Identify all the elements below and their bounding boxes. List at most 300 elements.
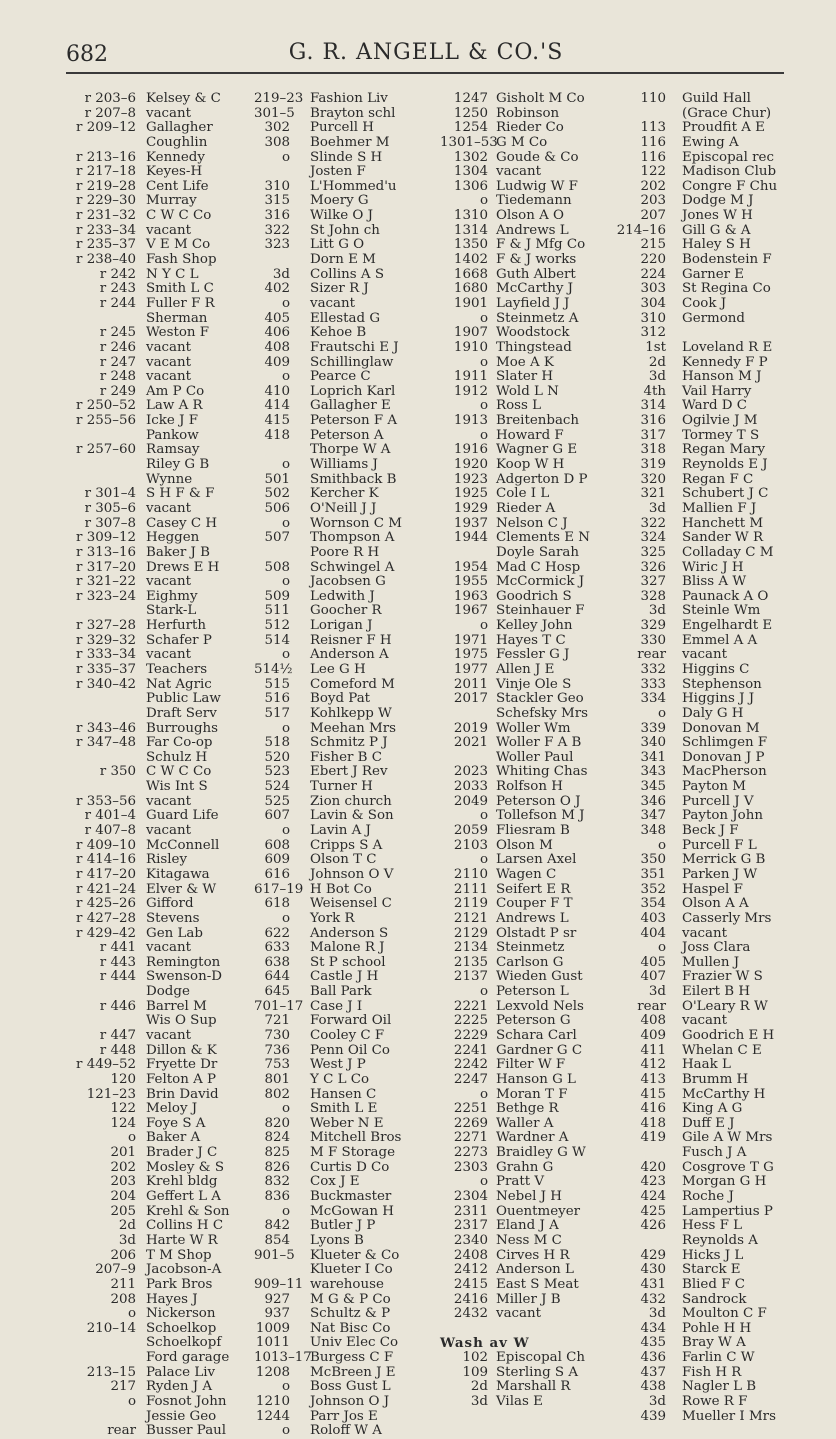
house-number: 322	[640, 515, 666, 531]
occupant-name: Anderson S	[310, 925, 389, 941]
directory-entry	[254, 429, 440, 444]
occupant-name: Emmel A A	[682, 632, 758, 648]
occupant-name: Fuller F R	[146, 295, 215, 311]
occupant-name: Steinmetz	[496, 940, 565, 956]
house-number: r 443	[99, 954, 136, 970]
occupant-name: Cole I L	[496, 486, 550, 502]
directory-entry	[612, 297, 792, 312]
directory-entry	[440, 970, 630, 985]
house-number: r 321–22	[76, 574, 136, 590]
house-number: 432	[640, 1291, 666, 1307]
occupant-name: vacant	[146, 1028, 192, 1043]
directory-entry	[612, 399, 792, 414]
house-number: 322	[264, 222, 290, 238]
house-number: 507	[264, 530, 290, 546]
directory-entry	[612, 429, 792, 444]
occupant-name: Bliss A W	[682, 574, 747, 590]
directory-entry	[254, 151, 440, 166]
house-number: 2d	[470, 1379, 488, 1395]
occupant-name: Gen Lab	[146, 925, 203, 941]
house-number: 310	[640, 310, 666, 326]
directory-entry	[66, 107, 256, 122]
occupant-name: Park Bros	[146, 1276, 213, 1292]
directory-entry	[66, 282, 256, 297]
directory-entry	[254, 1410, 440, 1425]
directory-entry	[440, 1293, 630, 1308]
house-number: 325	[640, 544, 666, 560]
directory-entry	[66, 356, 256, 371]
directory-entry	[66, 253, 256, 268]
house-number: 520	[264, 749, 290, 765]
occupant-name: Parr Jos E	[310, 1408, 378, 1424]
directory-entry	[612, 356, 792, 371]
occupant-name: Gallagher	[146, 120, 213, 136]
house-number: 2221	[453, 998, 488, 1014]
occupant-name: Woller F A B	[496, 735, 582, 751]
house-number: 116	[640, 134, 666, 150]
directory-entry	[612, 487, 792, 502]
occupant-name: vacant	[146, 105, 192, 121]
occupant-name: vacant	[146, 354, 192, 370]
occupant-name: Kohlkepp W	[310, 705, 392, 721]
occupant-name: Smith L E	[310, 1101, 378, 1117]
directory-entry	[66, 487, 256, 502]
directory-entry	[612, 151, 792, 166]
directory-entry	[612, 194, 792, 209]
directory-entry	[612, 1366, 792, 1381]
directory-entry	[612, 1175, 792, 1190]
directory-entry	[440, 531, 630, 546]
directory-entry	[440, 473, 630, 488]
house-number: o	[281, 1203, 290, 1219]
directory-entry	[440, 1380, 630, 1395]
house-number: 2110	[453, 866, 488, 882]
occupant-name: Gifford	[146, 896, 194, 912]
directory-entry	[66, 1058, 256, 1073]
directory-entry	[612, 648, 792, 663]
occupant-name: Loveland R E	[682, 339, 773, 355]
house-number: 854	[264, 1232, 290, 1248]
directory-entry	[612, 312, 792, 327]
directory-column-2	[254, 92, 440, 1439]
directory-entry	[66, 883, 256, 898]
directory-entry	[612, 707, 792, 722]
directory-entry	[66, 809, 256, 824]
directory-entry	[612, 927, 792, 942]
occupant-name: vacant	[310, 295, 356, 311]
house-number: 1907	[453, 325, 488, 341]
directory-entry	[440, 253, 630, 268]
directory-entry	[612, 238, 792, 253]
directory-entry	[254, 165, 440, 180]
house-number: 204	[110, 1189, 136, 1205]
house-number: r 313–16	[76, 544, 136, 560]
house-number: 1963	[453, 588, 488, 604]
house-number: 411	[640, 1042, 666, 1058]
house-number: 4th	[643, 383, 666, 399]
directory-entry	[440, 1190, 630, 1205]
house-number: r 248	[99, 369, 136, 385]
house-number: 1975	[453, 647, 488, 663]
house-number: 617–19	[254, 881, 304, 897]
directory-entry	[440, 487, 630, 502]
house-number: 1013–17	[254, 1350, 312, 1366]
house-number: 1967	[453, 603, 488, 619]
occupant-name: Anderson L	[496, 1262, 574, 1278]
occupant-name: Draft Serv	[146, 705, 217, 721]
house-number: 339	[640, 720, 666, 736]
occupant-name: Reisner F H	[310, 632, 392, 648]
directory-entry	[66, 707, 256, 722]
house-number: o	[281, 369, 290, 385]
directory-entry	[440, 1117, 630, 1132]
occupant-name: Schmitz P J	[310, 735, 388, 751]
house-number: 302	[264, 120, 290, 136]
occupant-name: Schafer P	[146, 632, 212, 648]
directory-entry	[440, 575, 630, 590]
house-number: r 255–56	[76, 413, 136, 429]
house-number: 215	[640, 237, 666, 253]
house-number: 224	[640, 266, 666, 282]
occupant-name: vacant	[146, 647, 192, 663]
occupant-name: McConnell	[146, 837, 220, 853]
directory-entry	[612, 1131, 792, 1146]
house-number: r 245	[99, 325, 136, 341]
directory-entry	[440, 517, 630, 532]
directory-entry	[66, 399, 256, 414]
occupant-name: Fish H R	[682, 1364, 742, 1380]
directory-entry	[440, 1029, 630, 1044]
directory-entry	[254, 912, 440, 927]
occupant-name: Wis O Sup	[146, 1013, 217, 1029]
house-number: r 323–24	[76, 588, 136, 604]
house-number: 408	[640, 1013, 666, 1029]
directory-entry	[66, 648, 256, 663]
directory-entry	[612, 209, 792, 224]
occupant-name: Reynolds E J	[682, 457, 768, 473]
directory-entry	[440, 1278, 630, 1293]
house-number: 406	[264, 325, 290, 341]
directory-entry	[612, 839, 792, 854]
occupant-name: (Grace Chur)	[682, 105, 772, 121]
occupant-name: Ward D C	[682, 398, 748, 414]
occupant-name: Baker A	[146, 1130, 201, 1146]
occupant-name: Penn Oil Co	[310, 1042, 390, 1058]
occupant-name: Hanson G L	[496, 1071, 576, 1087]
house-number: 201	[110, 1145, 136, 1161]
occupant-name: Loprich Karl	[310, 383, 396, 399]
house-number: 836	[264, 1189, 290, 1205]
occupant-name: Eland J A	[496, 1218, 559, 1234]
occupant-name: Slater H	[496, 369, 554, 385]
house-number: o	[281, 823, 290, 839]
house-number: r 305–6	[84, 500, 136, 516]
occupant-name: Casey C H	[146, 515, 218, 531]
occupant-name: Schwingel A	[310, 559, 395, 575]
house-number: 3d	[648, 369, 666, 385]
house-number: 318	[640, 442, 666, 458]
directory-entry	[254, 985, 440, 1000]
occupant-name: Woller Paul	[496, 749, 574, 765]
occupant-name: Peterson G	[496, 1013, 571, 1029]
occupant-name: Weisensel C	[310, 896, 392, 912]
house-number: 909–11	[254, 1276, 304, 1292]
directory-entry	[254, 209, 440, 224]
occupant-name: Baker J B	[146, 544, 210, 560]
occupant-name: vacant	[682, 647, 728, 663]
occupant-name: Herfurth	[146, 618, 206, 634]
directory-entry	[66, 795, 256, 810]
occupant-name: Kennedy	[146, 149, 205, 165]
occupant-name: Boehmer M	[310, 134, 390, 150]
occupant-name: Purcell J V	[682, 793, 754, 809]
occupant-name: Boyd Pat	[310, 691, 371, 707]
occupant-name: Hanchett M	[682, 515, 764, 531]
house-number: 1913	[453, 413, 488, 429]
occupant-name: Williams J	[310, 457, 378, 473]
house-number: 937	[264, 1306, 290, 1322]
directory-entry	[612, 1395, 792, 1410]
house-number: r 219–28	[76, 178, 136, 194]
directory-entry	[440, 180, 630, 195]
directory-entry	[66, 136, 256, 151]
directory-entry	[440, 619, 630, 634]
house-number: r 231–32	[76, 208, 136, 224]
directory-entry	[254, 1029, 440, 1044]
directory-entry	[440, 1205, 630, 1220]
occupant-name: Miller J B	[496, 1291, 561, 1307]
occupant-name: Allen J E	[496, 661, 555, 677]
directory-entry	[66, 1380, 256, 1395]
house-number: 2017	[453, 691, 488, 707]
house-number: r 329–32	[76, 632, 136, 648]
directory-entry	[254, 1380, 440, 1395]
occupant-name: Cripps S A	[310, 837, 383, 853]
occupant-name: Fliesram B	[496, 823, 570, 839]
directory-entry	[66, 604, 256, 619]
directory-column-1	[66, 92, 256, 1439]
directory-entry	[254, 1395, 440, 1410]
occupant-name: vacant	[146, 339, 192, 355]
occupant-name: Kennedy F P	[682, 354, 768, 370]
directory-entry	[254, 970, 440, 985]
directory-entry	[612, 619, 792, 634]
directory-entry	[440, 941, 630, 956]
directory-entry	[254, 487, 440, 502]
occupant-name: vacant	[146, 574, 192, 590]
occupant-name: Tiedemann	[496, 193, 572, 209]
directory-entry	[254, 385, 440, 400]
directory-entry	[66, 853, 256, 868]
occupant-name: Dillon & K	[146, 1042, 217, 1058]
house-number: 304	[640, 295, 666, 311]
house-number: o	[281, 149, 290, 165]
directory-entry	[66, 326, 256, 341]
house-number: o	[127, 1394, 136, 1410]
directory-entry	[66, 561, 256, 576]
directory-entry	[440, 282, 630, 297]
house-number: o	[281, 720, 290, 736]
house-number: 350	[640, 852, 666, 868]
occupant-name: Ball Park	[310, 984, 372, 1000]
house-number: 418	[264, 427, 290, 443]
occupant-name: Larsen Axel	[496, 852, 577, 868]
house-number: 211	[110, 1276, 136, 1292]
house-number: 113	[640, 120, 666, 136]
occupant-name: Paunack A O	[682, 588, 769, 604]
directory-entry	[440, 824, 630, 839]
directory-entry	[254, 238, 440, 253]
house-number: 1st	[645, 339, 666, 355]
directory-entry	[612, 692, 792, 707]
directory-entry	[66, 1410, 256, 1425]
house-number: 207–9	[95, 1262, 136, 1278]
occupant-name: Fashion Liv	[310, 91, 388, 106]
directory-entry	[612, 282, 792, 297]
directory-entry	[254, 1278, 440, 1293]
occupant-name: Anderson A	[310, 647, 389, 663]
directory-entry	[612, 868, 792, 883]
directory-entry	[66, 1014, 256, 1029]
occupant-name: Kehoe B	[310, 325, 367, 341]
directory-entry	[254, 1249, 440, 1264]
occupant-name: St Regina Co	[682, 281, 771, 297]
directory-entry	[612, 985, 792, 1000]
occupant-name: Whiting Chas	[496, 764, 588, 780]
house-number: r 317–20	[76, 559, 136, 575]
directory-entry	[66, 912, 256, 927]
occupant-name: Law A R	[146, 398, 203, 414]
occupant-name: Public Law	[146, 691, 221, 707]
house-number: 2103	[453, 837, 488, 853]
directory-entry	[440, 326, 630, 341]
directory-entry	[66, 897, 256, 912]
directory-entry	[254, 136, 440, 151]
occupant-name: Stevens	[146, 910, 200, 926]
directory-entry	[254, 575, 440, 590]
directory-entry	[254, 751, 440, 766]
house-number: 207	[640, 208, 666, 224]
directory-entry	[254, 1161, 440, 1176]
occupant-name: Turner H	[310, 779, 373, 795]
house-number: r 335–37	[76, 661, 136, 677]
directory-entry	[254, 1014, 440, 1029]
directory-entry	[440, 1395, 630, 1410]
occupant-name: Rowe R F	[682, 1394, 748, 1410]
occupant-name: Fusch J A	[682, 1145, 747, 1161]
directory-entry	[440, 985, 630, 1000]
house-number: 438	[640, 1379, 666, 1395]
directory-entry	[612, 678, 792, 693]
directory-entry	[254, 1058, 440, 1073]
house-number: 3d	[648, 500, 666, 516]
house-number: rear	[637, 647, 666, 663]
directory-entry	[66, 1322, 256, 1337]
directory-entry	[254, 795, 440, 810]
house-number: 2021	[453, 735, 488, 751]
house-number: o	[281, 295, 290, 311]
directory-entry	[66, 941, 256, 956]
occupant-name: Mallien F J	[682, 500, 757, 516]
directory-entry	[254, 824, 440, 839]
occupant-name: Bethge R	[496, 1101, 559, 1117]
house-number: 3d	[470, 1394, 488, 1410]
house-number: 352	[640, 881, 666, 897]
directory-entry	[440, 107, 630, 122]
directory-column-4	[612, 92, 792, 1424]
house-number: 2242	[453, 1057, 488, 1073]
occupant-name: G M Co	[496, 134, 548, 150]
occupant-name: Proudfit A E	[682, 120, 765, 136]
house-number: r 246	[99, 339, 136, 355]
house-number: 1250	[453, 105, 488, 121]
occupant-name: Schulz H	[146, 749, 208, 765]
occupant-name: Marshall R	[496, 1379, 571, 1395]
house-number: 2317	[453, 1218, 488, 1234]
house-number: 314	[640, 398, 666, 414]
directory-entry	[440, 1044, 630, 1059]
directory-entry	[254, 356, 440, 371]
occupant-name: Weston F	[146, 325, 210, 341]
directory-entry	[612, 897, 792, 912]
occupant-name: Dodge M J	[682, 193, 754, 209]
occupant-name: Frautschi E J	[310, 339, 399, 355]
directory-entry	[254, 414, 440, 429]
house-number: 341	[640, 749, 666, 765]
house-number: 2d	[118, 1218, 136, 1234]
house-number: 404	[640, 925, 666, 941]
directory-entry	[66, 634, 256, 649]
directory-entry	[612, 1102, 792, 1117]
house-number: 217	[110, 1379, 136, 1395]
directory-entry	[254, 194, 440, 209]
house-number: 2225	[453, 1013, 488, 1029]
house-number: 2121	[453, 910, 488, 926]
house-number: 508	[264, 559, 290, 575]
directory-entry	[440, 927, 630, 942]
directory-entry	[440, 722, 630, 737]
house-number: 220	[640, 252, 666, 268]
house-number: 206	[110, 1247, 136, 1263]
house-number: 315	[264, 193, 290, 209]
house-number: 3d	[272, 266, 290, 282]
directory-entry	[440, 385, 630, 400]
occupant-name: Meloy J	[146, 1101, 198, 1117]
occupant-name: Ogilvie J M	[682, 413, 758, 429]
directory-entry	[66, 1000, 256, 1015]
occupant-name: Sizer R J	[310, 281, 369, 297]
directory-entry	[612, 809, 792, 824]
directory-entry	[612, 883, 792, 898]
house-number: r 233–34	[76, 222, 136, 238]
directory-entry	[66, 1351, 256, 1366]
occupant-name: S H F & F	[146, 486, 215, 502]
occupant-name: Morgan G H	[682, 1174, 767, 1190]
house-number: 509	[264, 588, 290, 604]
house-number: 730	[264, 1028, 290, 1043]
occupant-name: Collins H C	[146, 1218, 224, 1234]
occupant-name: C W C Co	[146, 764, 212, 780]
directory-entry	[440, 707, 630, 722]
directory-entry	[612, 1336, 792, 1351]
house-number: 2229	[453, 1028, 488, 1043]
house-number: o	[281, 647, 290, 663]
house-number: 1925	[453, 486, 488, 502]
house-number: 351	[640, 866, 666, 882]
directory-entry	[440, 736, 630, 751]
house-number: 402	[264, 281, 290, 297]
directory-entry	[254, 809, 440, 824]
